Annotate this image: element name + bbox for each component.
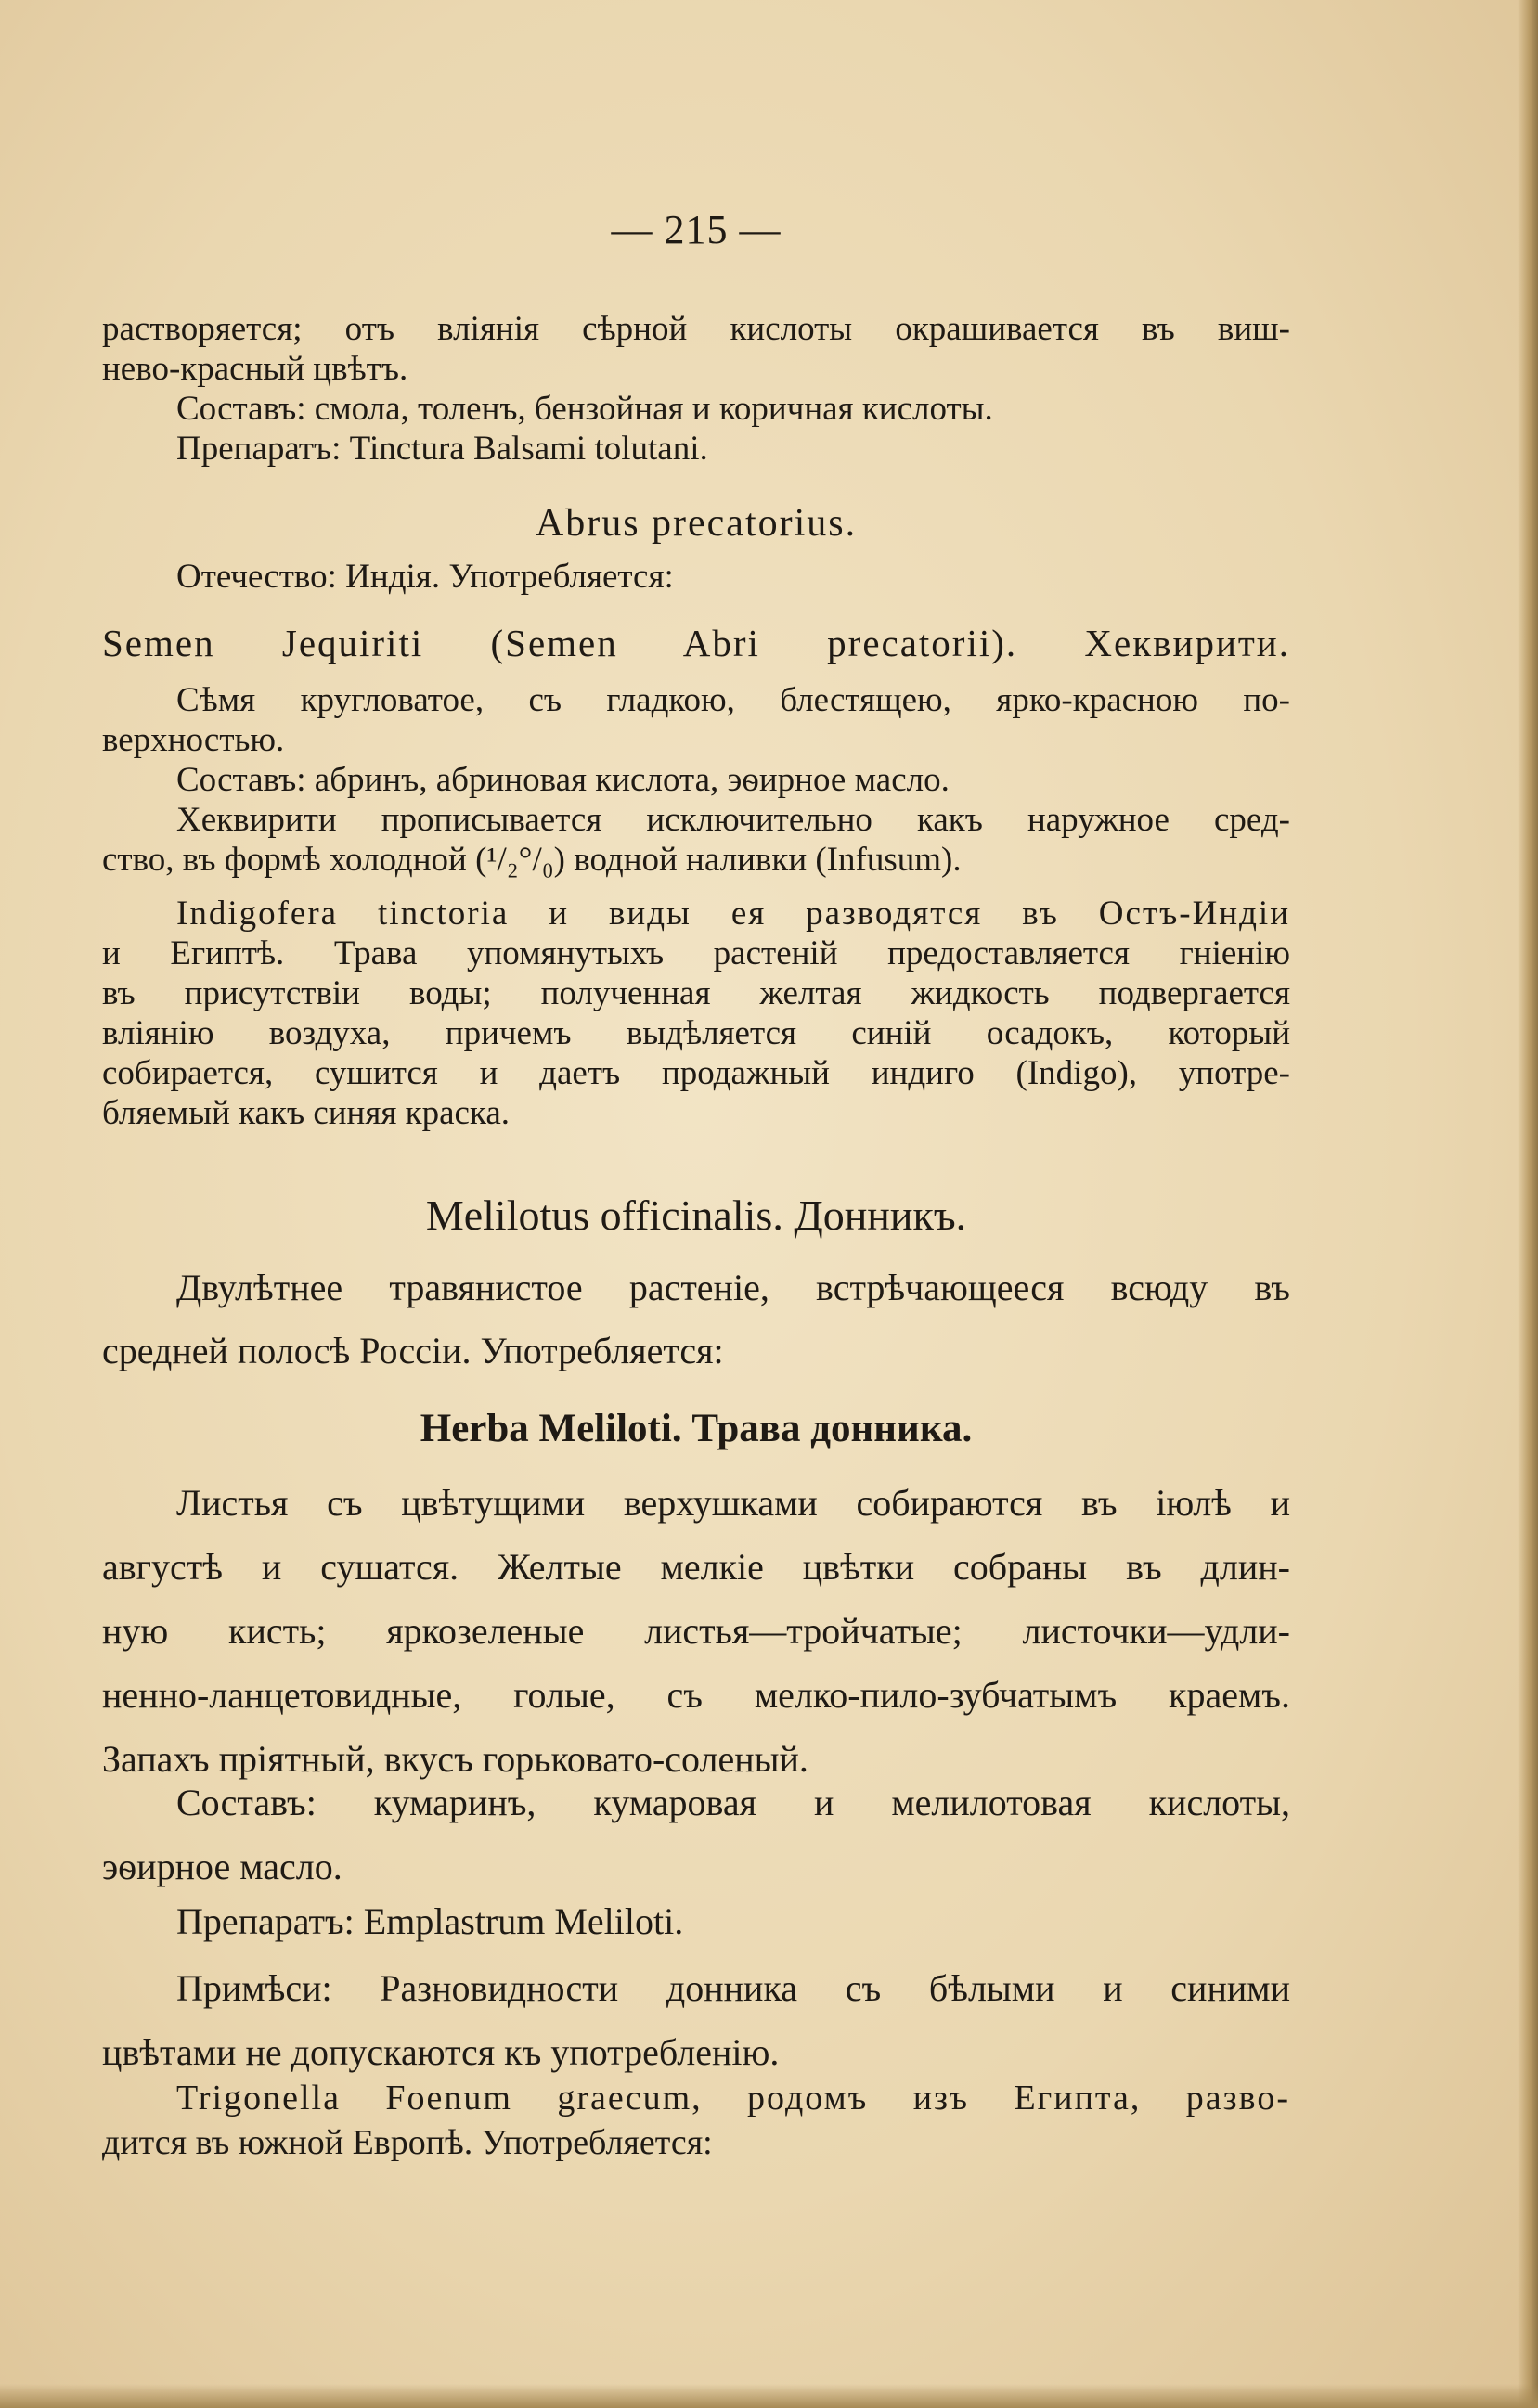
text-line: Semen Jequiriti (Semen Abri precatorii). Хеквирити. [102, 622, 1290, 664]
section-heading-melilotus: Melilotus officinalis. Донникъ. [425, 1191, 967, 1239]
text-line: вліянію воздуха, причемъ выдѣляется синій осадокъ, который [102, 1014, 1290, 1052]
text-line: Отечество: Индія. Употребляется: [176, 558, 674, 596]
paragraph-preparation [102, 1889, 1290, 1953]
text-line: ство, въ формѣ холодной (¹/₂°/₀) водной наливки (Infusum). [102, 841, 962, 879]
text-line: ненно-ланцетовидные, голые, съ мелко-пило-зубчатымъ краемъ. [102, 1674, 1290, 1716]
page-edge-shadow [1518, 0, 1538, 2408]
text-line: средней полосѣ Россіи. Употребляется: [102, 1330, 724, 1371]
text-line: Indigofera tinctoria и виды ея разводятся въ Остъ-Индіи [176, 895, 1290, 933]
paragraph-melilotus [102, 1256, 1290, 1383]
subsection-heading-herba: Herba Meliloti. Трава донника. [420, 1407, 973, 1450]
page-bottom-shadow [0, 2384, 1538, 2408]
text-line: Trigonella Foenum graecum, родомъ изъ Египта, разво- [176, 2079, 1290, 2118]
section-heading-abrus: Abrus precatorius. [535, 502, 858, 545]
text-line: Двулѣтнее травянистое растеніе, встрѣчающееся всюду въ [176, 1267, 1290, 1308]
paragraph-trigonella [102, 2076, 1290, 2165]
text-line: Составъ: абринъ, абриновая кислота, эѳирное масло. [176, 761, 950, 799]
text-line: верхностью. [102, 721, 285, 759]
text-line: Хеквирити прописывается исключительно какъ наружное сред- [176, 801, 1290, 839]
paragraph-semen [102, 680, 1290, 880]
text-line: бляемый какъ синяя краска. [102, 1094, 511, 1132]
paragraph-composition [102, 1771, 1290, 1899]
paragraph-tolu [102, 309, 1290, 469]
subsection-heading-semen [102, 624, 1290, 663]
text-line: и Египтѣ. Трава упомянутыхъ растеній предоставляется гніенію [102, 934, 1290, 972]
paragraph-herba [102, 1471, 1290, 1791]
text-line: Препаратъ: Emplastrum Meliloti. [176, 1900, 684, 1942]
text-line: Составъ: кумаринъ, кумаровая и мелилотовая кислоты, [176, 1782, 1290, 1823]
text-line: растворяется; отъ вліянія сѣрной кислоты окрашивается въ виш- [102, 310, 1290, 348]
text-line: въ присутствіи воды; полученная желтая жидкость подвергается [102, 974, 1290, 1012]
text-line: Сѣмя кругловатое, съ гладкою, блестящею, ярко-красною по- [176, 681, 1290, 719]
text-line: Составъ: смола, толенъ, бензойная и коричная кислоты. [176, 390, 993, 428]
paragraph-admixtures [102, 1956, 1290, 2084]
text-line: цвѣтами не допускаются къ употребленію. [102, 2031, 780, 2073]
text-line: Листья съ цвѣтущими верхушками собираются въ іюлѣ и [176, 1482, 1290, 1524]
text-line: Запахъ пріятный, вкусъ горьковато-соленый. [102, 1738, 808, 1780]
paragraph-indigofera [102, 894, 1290, 1133]
page-number: — 215 — [611, 207, 782, 252]
text-line: эѳирное масло. [102, 1846, 342, 1887]
text-line: Препаратъ: Tinctura Balsami tolutani. [176, 430, 708, 468]
text-line: собирается, сушится и даетъ продажный индиго (Indigo), употре- [102, 1054, 1290, 1092]
text-line: дится въ южной Европѣ. Употребляется: [102, 2123, 713, 2162]
text-line: нево-красный цвѣтъ. [102, 350, 408, 388]
text-line: августѣ и сушатся. Желтые мелкіе цвѣтки собраны въ длин- [102, 1546, 1290, 1588]
paragraph-abrus-origin [102, 557, 1290, 597]
text-line: Примѣси: Разновидности донника съ бѣлыми и синими [176, 1967, 1290, 2009]
text-line: ную кисть; яркозеленые листья—тройчатые; листочки—удли- [102, 1610, 1290, 1652]
